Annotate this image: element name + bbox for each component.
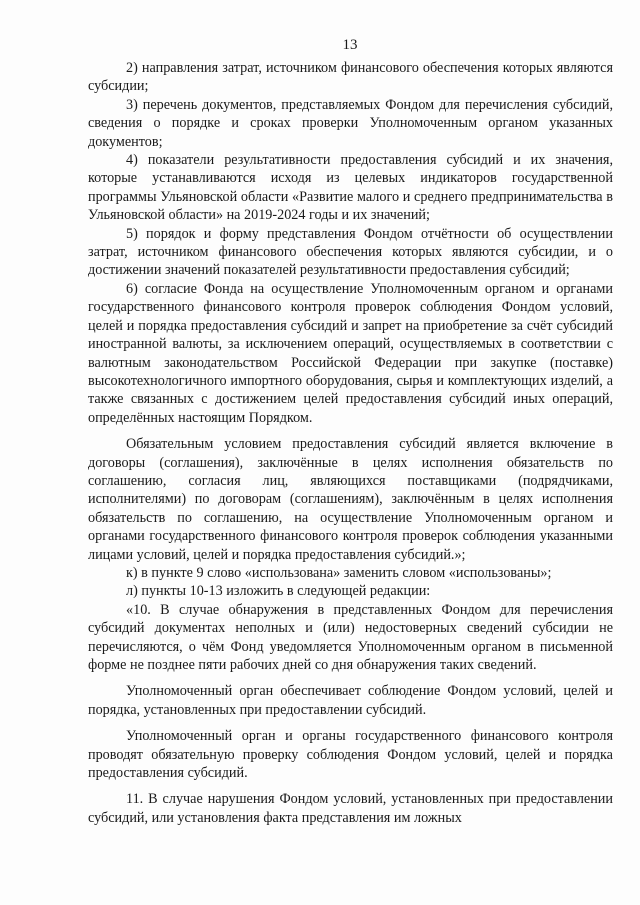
paragraph-item-5: 5) порядок и форму представления Фондом отчётности об осуществлении затрат, источником финансового обеспечения которых являются субсидии, и о достижении значений показателей результативности предоставления субсидий; (88, 225, 613, 279)
paragraph-authority-ensures: Уполномоченный орган обеспечивает соблюдение Фондом условий, целей и порядка, установленных при предоставлении субсидий. (88, 683, 613, 718)
paragraph-item-3: 3) перечень документов, представляемых Фондом для перечисления субсидий, сведения о порядке и сроках проверки Уполномоченным органом указанных документов; (88, 96, 613, 150)
paragraph-item-2: 2) направления затрат, источником финансового обеспечения которых являются субсидии; (88, 60, 613, 95)
document-body (88, 59, 613, 827)
paragraph-item-6: 6) согласие Фонда на осуществление Уполномоченным органом и органами государственного финансового контроля проверок соблюдения Фондом условий, целей и порядка предоставления субсидий и запрет на приобретение за счёт субсидий иностранной валюты, за исключением операций, осуществляемых в соответствии с валютным законодательством Российской Федерации при закупке (поставке) высокотехнологичного импортного оборудования, сырья и комплектующих изделий, а также связанных с достижением целей предоставления субсидий иных операций, определённых настоящим Порядком. (88, 280, 613, 426)
paragraph-point-10: «10. В случае обнаружения в представленных Фондом для перечисления субсидий документах неполных и (или) недостоверных сведений субсидии не перечисляются, о чём Фонд уведомляется Уполномоченным органом в письменной форме не позднее пяти рабочих дней со дня обнаружения таких сведений. (88, 601, 613, 673)
paragraph-authority-checks: Уполномоченный орган и органы государственного финансового контроля проводят обязательную проверку соблюдения Фондом условий, целей и порядка предоставления субсидий. (88, 728, 613, 782)
paragraph-item-4: 4) показатели результативности предоставления субсидий и их значения, которые устанавливаются исходя из целевых индикаторов государственной программы Ульяновской области «Развитие малого и среднего предпринимательства в Ульяновской области» на 2019-2024 годы и их значений; (88, 152, 613, 224)
paragraph-item-l: л) пункты 10-13 изложить в следующей редакции: (126, 583, 431, 600)
page-number: 13 (342, 37, 358, 53)
paragraph-point-11: 11. В случае нарушения Фондом условий, установленных при предоставлении субсидий, или установления факта представления им ложных (88, 791, 613, 826)
paragraph-mandatory-condition: Обязательным условием предоставления субсидий является включение в договоры (соглашения), заключённые в целях исполнения обязательств по соглашению, согласия лиц, являющихся поставщиками (подрядчиками, исполнителями) по договорам (соглашениям), заключённым в целях исполнения обязательств по соглашению, на осуществление Уполномоченным органом и органами государственного финансового контроля проверок соблюдения указанными лицами условий, целей и порядка предоставления субсидий.»; (88, 436, 613, 563)
paragraph-item-k: к) в пункте 9 слово «использована» заменить словом «использованы»; (126, 564, 552, 581)
